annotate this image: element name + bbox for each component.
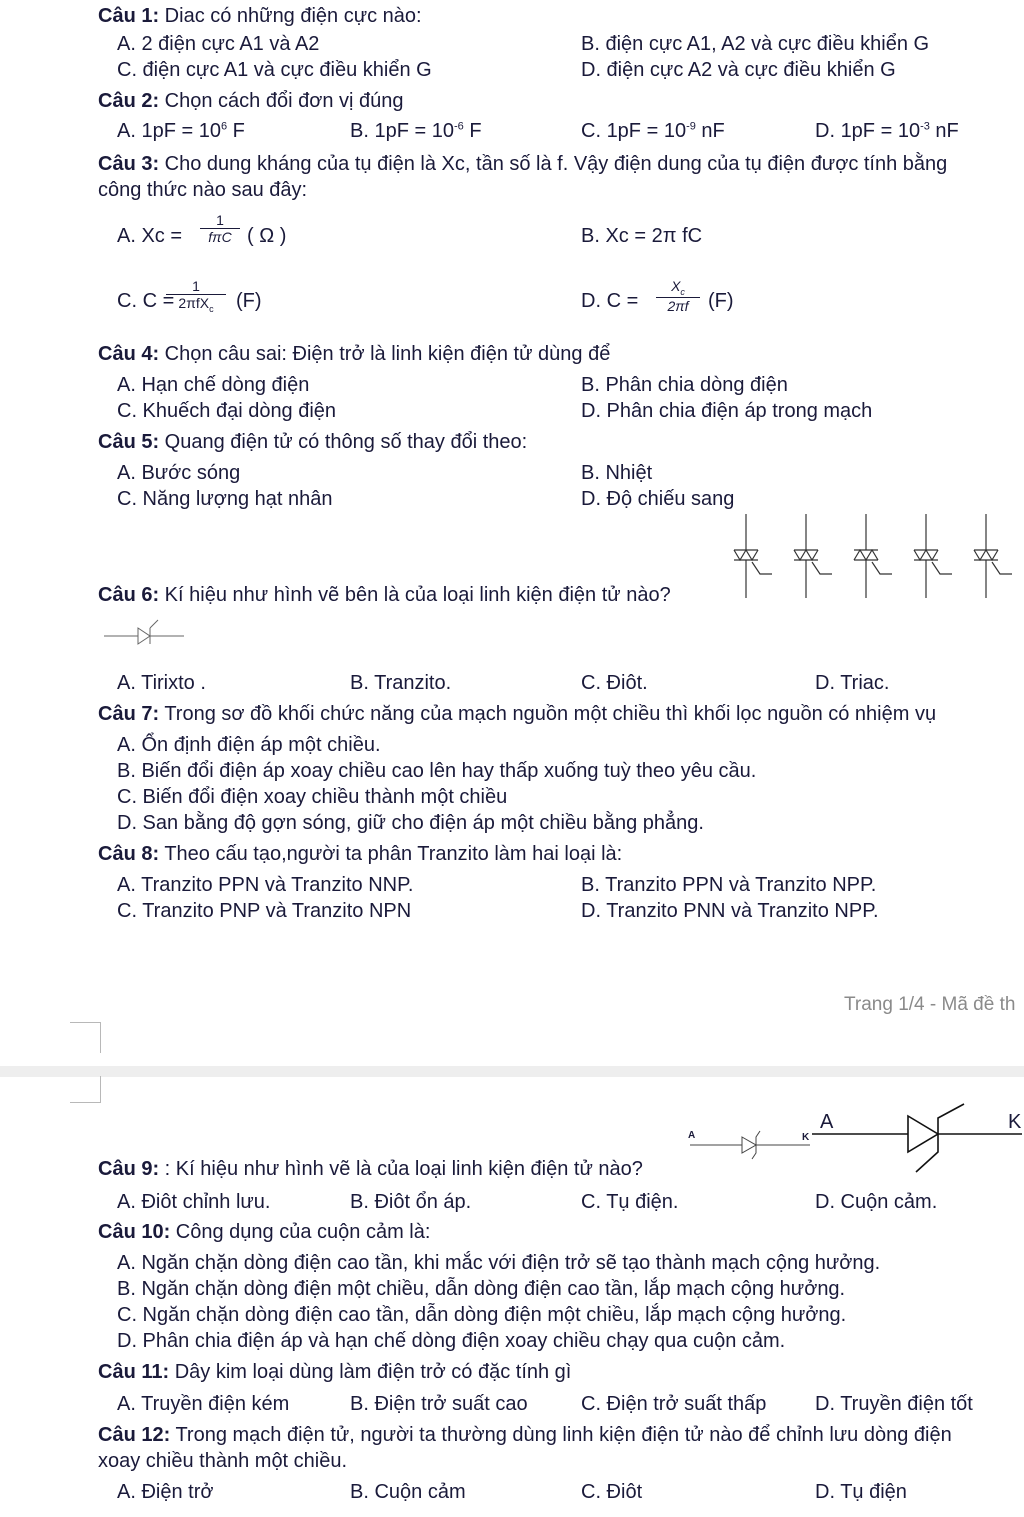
q4-number: Câu 4:: [98, 343, 160, 365]
q7-stem: [98, 702, 936, 726]
q3-b-label: B.: [581, 225, 600, 247]
q2-b-exponent: -6: [453, 120, 464, 133]
q3-stem-line2: công thức nào sau đây:: [98, 179, 308, 201]
q12-option-b: B. Cuộn cảm: [350, 1481, 466, 1503]
q2-b-unit: F: [463, 120, 482, 142]
q6-number: Câu 6:: [98, 584, 160, 606]
q12-stem-line2: xoay chiều thành một chiều.: [98, 1450, 348, 1472]
q10-number: Câu 10:: [98, 1221, 171, 1243]
q6-option-d: D. Triac.: [815, 672, 890, 694]
q2-c-exponent: -9: [686, 120, 696, 133]
q3-c-fraction: [166, 278, 226, 314]
q3-text: Cho dung kháng của tụ điện là Xc, tần số là f. Vậy điện dung của tụ điện được tính bằng: [159, 153, 948, 175]
q2-a-value: 1pF = 10: [141, 120, 221, 142]
q5-option-b: B. Nhiệt: [581, 462, 653, 484]
q2-a-exponent: 6: [220, 120, 228, 133]
q7-option-b: B. Biến đổi điện áp xoay chiều cao lên hay thấp xuống tuỳ theo yêu cầu.: [117, 760, 757, 782]
q2-number: Câu 2:: [98, 90, 160, 112]
q8-option-c: C. Tranzito PNP và Tranzito NPN: [117, 900, 412, 922]
q4-text: Chọn câu sai: Điện trở là linh kiện điện tử dùng để: [159, 343, 611, 365]
q3-d-lhs: C =: [606, 290, 639, 312]
q2-d-unit: nF: [929, 120, 959, 142]
q11-option-b: B. Điện trở suất cao: [350, 1393, 528, 1415]
q9-big-zener-symbol: [812, 1100, 1022, 1180]
q4-option-c: C. Khuếch đại dòng điện: [117, 400, 337, 422]
q1-option-c: C. điện cực A1 và cực điều khiển G: [117, 59, 432, 81]
triac-symbol-5: [974, 514, 1012, 598]
q3-a-label: A.: [117, 225, 136, 247]
q1-option-b: B. điện cực A1, A2 và cực điều khiển G: [581, 33, 930, 55]
q11-text: Dây kim loại dùng làm điện trở có đặc tính gì: [169, 1361, 572, 1383]
q3-d-unit: (F): [708, 290, 734, 312]
q9-small-zener-symbol: [690, 1125, 810, 1165]
q3-c-denominator: 2πfX: [178, 295, 210, 311]
page-separator: [0, 1066, 1024, 1077]
q2-option-d: [815, 119, 959, 143]
q11-option-d: D. Truyền điện tốt: [815, 1393, 973, 1415]
triac-symbol-row: [730, 512, 1020, 602]
q5-text: Quang điện tử có thông số thay đổi theo:: [159, 431, 528, 453]
q8-option-a: A. Tranzito PPN và Tranzito NNP.: [117, 874, 414, 896]
q3-c-lhs: C =: [142, 290, 175, 312]
q6-text: Kí hiệu như hình vẽ bên là của loại linh kiện điện tử nào?: [159, 584, 671, 606]
q12-stem: [98, 1423, 952, 1447]
q8-stem: [98, 842, 622, 866]
q3-b-value: Xc = 2π fC: [605, 225, 703, 247]
q6-option-c: C. Điôt.: [581, 672, 648, 694]
q12-option-d: D. Tụ điện: [815, 1481, 907, 1503]
q8-text: Theo cấu tạo,người ta phân Tranzito làm hai loại là:: [159, 843, 623, 865]
q2-stem: [98, 89, 404, 113]
q3-c-label: C.: [117, 290, 137, 312]
q9-small-anode-label: A: [688, 1130, 696, 1141]
q3-c-numerator: 1: [192, 278, 200, 294]
page-corner-mark-bottom: [70, 1076, 101, 1103]
q3-d-denominator: 2πf: [656, 297, 700, 314]
q3-d-numerator-sub: c: [680, 286, 685, 297]
q9-stem: [98, 1157, 643, 1181]
q4-stem: [98, 342, 610, 366]
q2-c-unit: nF: [695, 120, 725, 142]
q3-a-numerator: 1: [216, 212, 224, 228]
q9-text: : Kí hiệu như hình vẽ là của loại linh kiện điện tử nào?: [159, 1158, 643, 1180]
q11-option-c: C. Điện trở suất thấp: [581, 1393, 767, 1415]
q4-option-a: A. Hạn chế dòng điện: [117, 374, 310, 396]
q8-number: Câu 8:: [98, 843, 160, 865]
page-footer: Trang 1/4 - Mã đề th: [844, 994, 1016, 1015]
q9-number: Câu 9:: [98, 1158, 160, 1180]
q2-b-value: 1pF = 10: [374, 120, 454, 142]
q9-big-anode-label: A: [820, 1111, 834, 1133]
triac-symbol-1: [734, 514, 772, 598]
q3-option-d: [581, 289, 638, 313]
q2-b-label: B.: [350, 120, 369, 142]
q10-option-d: D. Phân chia điện áp và hạn chế dòng điện xoay chiều chạy qua cuộn cảm.: [117, 1330, 786, 1352]
q1-stem: [98, 4, 422, 28]
q5-number: Câu 5:: [98, 431, 160, 453]
q8-option-d: D. Tranzito PNN và Tranzito NPP.: [581, 900, 879, 922]
q4-option-b: B. Phân chia dòng điện: [581, 374, 788, 396]
q7-option-d: D. San bằng độ gợn sóng, giữ cho điện áp một chiều bằng phẳng.: [117, 812, 704, 834]
q12-option-a: A. Điện trở: [117, 1481, 214, 1503]
q4-option-d: D. Phân chia điện áp trong mạch: [581, 400, 873, 422]
q10-option-a: A. Ngăn chặn dòng điện cao tần, khi mắc với điện trở sẽ tạo thành mạch cộng hưởng.: [117, 1252, 881, 1274]
q8-option-b: B. Tranzito PPN và Tranzito NPP.: [581, 874, 877, 896]
q10-option-c: C. Ngăn chặn dòng điện cao tần, dẫn dòng điện một chiều, lắp mạch cộng hưởng.: [117, 1304, 847, 1326]
q9-option-d: D. Cuộn cảm.: [815, 1191, 938, 1213]
q3-d-fraction: [656, 278, 700, 314]
q1-option-d: D. điện cực A2 và cực điều khiển G: [581, 59, 896, 81]
q5-option-c: C. Năng lượng hạt nhân: [117, 488, 333, 510]
q11-number: Câu 11:: [98, 1361, 170, 1383]
q2-c-label: C.: [581, 120, 601, 142]
q7-number: Câu 7:: [98, 703, 160, 725]
triac-symbol-2: [794, 514, 832, 598]
q12-number: Câu 12:: [98, 1424, 171, 1446]
q3-d-label: D.: [581, 290, 601, 312]
q2-option-c: [581, 119, 725, 143]
q6-stem: [98, 583, 671, 607]
q3-a-fraction: [200, 212, 240, 245]
q12-option-c: C. Điôt: [581, 1481, 643, 1503]
q2-a-unit: F: [227, 120, 245, 142]
q2-d-label: D.: [815, 120, 835, 142]
q3-d-numerator: X: [671, 278, 681, 294]
q3-a-unit: ( Ω ): [247, 225, 287, 247]
q3-stem: [98, 152, 947, 176]
q7-option-a: A. Ổn định điện áp một chiều.: [117, 734, 381, 756]
q5-stem: [98, 430, 527, 454]
q2-a-label: A.: [117, 120, 136, 142]
q12-text: Trong mạch điện tử, người ta thường dùng linh kiện điện tử nào để chỉnh lưu dòng điện: [170, 1424, 952, 1446]
q1-text: Diac có những điện cực nào:: [159, 5, 422, 27]
q6-option-b: B. Tranzito.: [350, 672, 452, 694]
q3-a-lhs: Xc =: [141, 225, 183, 247]
q9-option-b: B. Điôt ổn áp.: [350, 1191, 472, 1213]
triac-symbol-4: [914, 514, 952, 598]
q7-option-c: C. Biến đổi điện xoay chiều thành một chiều: [117, 786, 508, 808]
q9-small-cathode-label: K: [802, 1132, 810, 1143]
q2-option-b: [350, 119, 482, 143]
page-corner-mark-top: [70, 1022, 101, 1053]
q3-c-unit: (F): [236, 290, 262, 312]
q2-d-value: 1pF = 10: [840, 120, 921, 142]
q6-component-symbol: [100, 618, 190, 658]
q3-a-denominator: fπC: [200, 228, 240, 245]
q10-option-b: B. Ngăn chặn dòng điện một chiều, dẫn dòng điện cao tần, lắp mạch cộng hưởng.: [117, 1278, 846, 1300]
q9-big-cathode-label: K: [1008, 1111, 1022, 1133]
triac-symbol-3: [854, 514, 892, 598]
q2-option-a: [117, 119, 245, 143]
q7-text: Trong sơ đồ khối chức năng của mạch nguồn một chiều thì khối lọc nguồn có nhiệm vụ: [159, 703, 937, 725]
q11-stem: [98, 1360, 571, 1384]
q5-option-d: D. Độ chiếu sang: [581, 488, 735, 510]
q9-option-a: A. Điôt chỉnh lưu.: [117, 1191, 271, 1213]
q10-stem: [98, 1220, 430, 1244]
q2-c-value: 1pF = 10: [606, 120, 687, 142]
q3-number: Câu 3:: [98, 153, 160, 175]
q11-option-a: A. Truyền điện kém: [117, 1393, 290, 1415]
q5-option-a: A. Bước sóng: [117, 462, 241, 484]
q9-option-c: C. Tụ điện.: [581, 1191, 679, 1213]
q3-option-b: [581, 224, 702, 248]
q2-d-exponent: -3: [920, 120, 930, 133]
q1-option-a: A. 2 điện cực A1 và A2: [117, 33, 320, 55]
q2-text: Chọn cách đổi đơn vị đúng: [159, 90, 404, 112]
q3-c-denominator-sub: c: [209, 303, 214, 314]
q1-number: Câu 1:: [98, 5, 160, 27]
q3-option-a: [117, 224, 182, 248]
q6-option-a: A. Tirixto .: [117, 672, 206, 694]
q10-text: Công dụng của cuộn cảm là:: [170, 1221, 431, 1243]
